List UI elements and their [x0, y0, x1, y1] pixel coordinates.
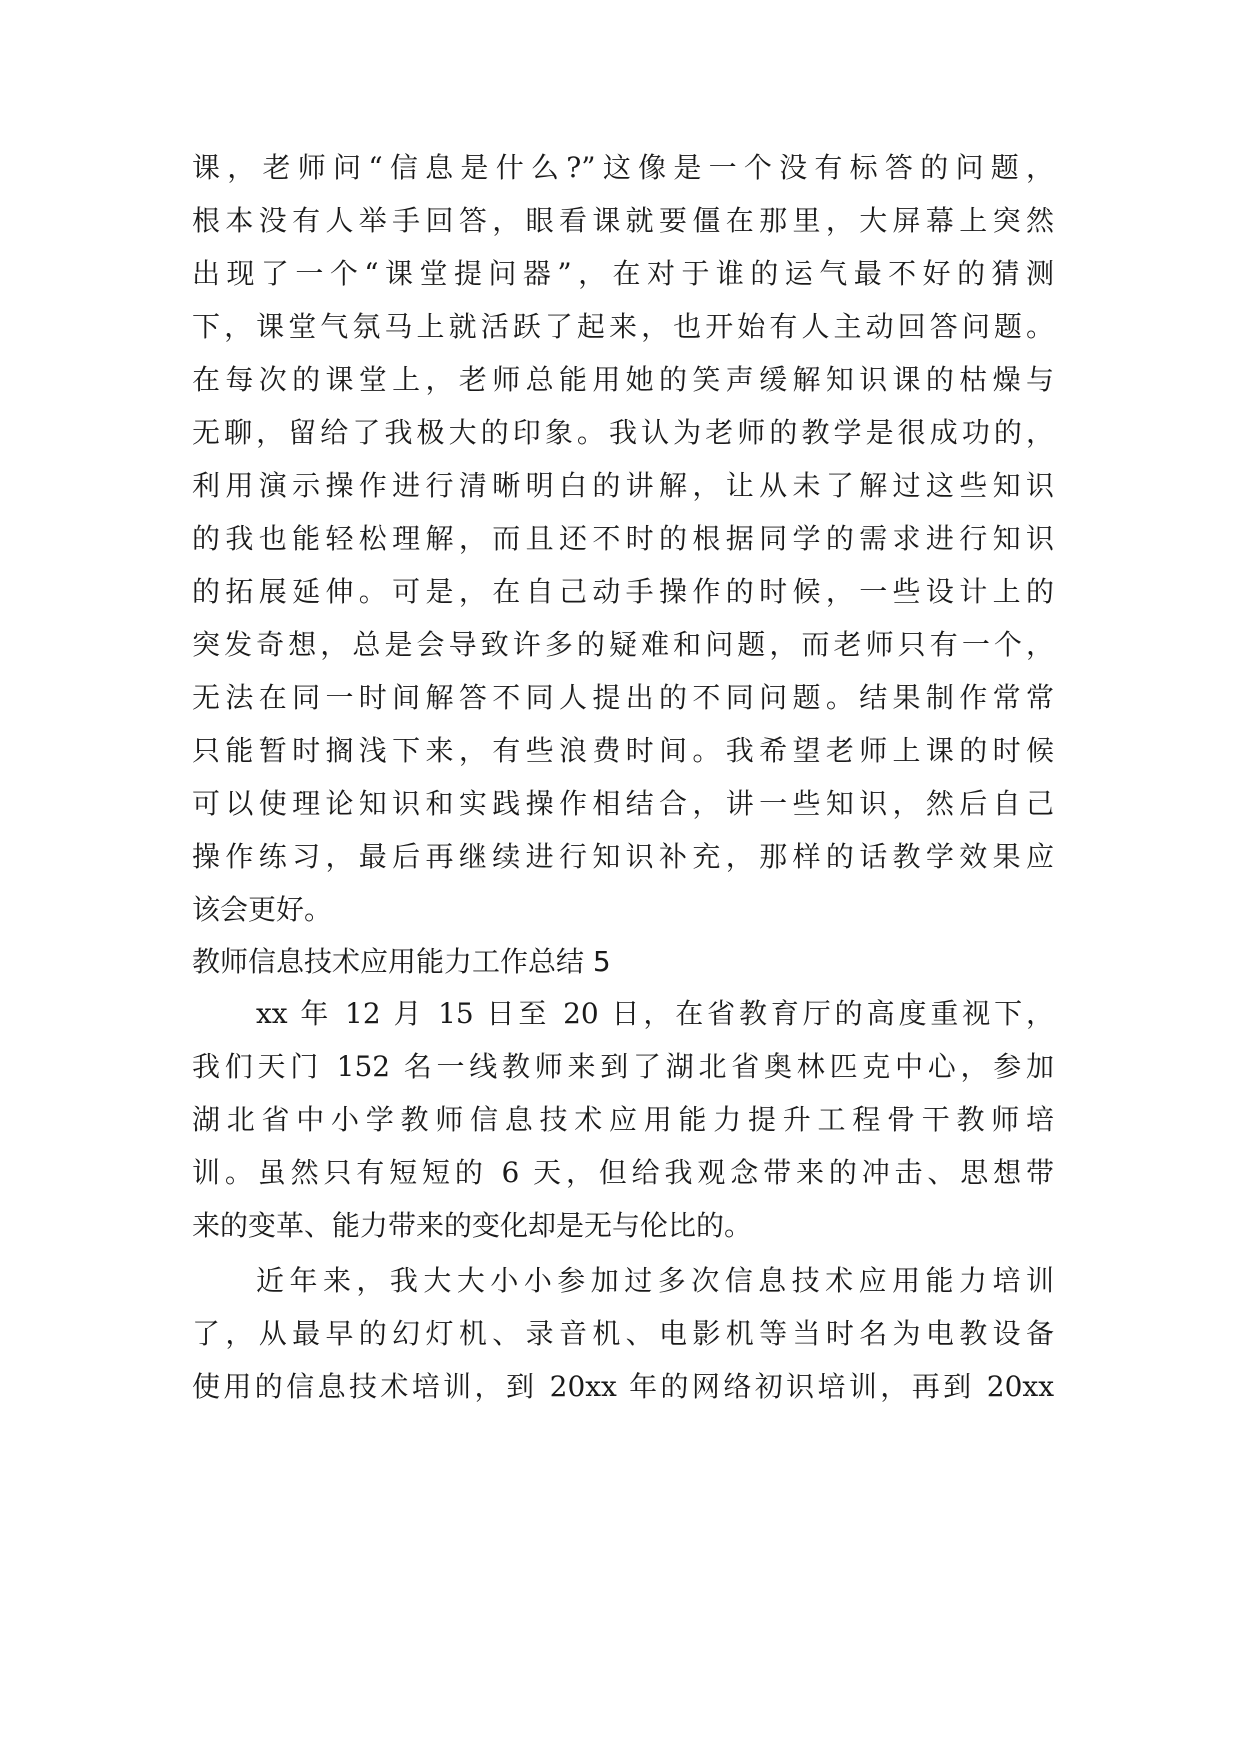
text-line: 湖北省中小学教师信息技术应用能力提升工程骨干教师培 — [192, 1103, 1054, 1136]
text-line: 的我也能轻松理解，而且还不时的根据同学的需求进行知识 — [192, 522, 1054, 555]
text-line: 的拓展延伸。可是，在自己动手操作的时候，一些设计上的 — [192, 575, 1054, 608]
section-heading: 教师信息技术应用能力工作总结 5 — [192, 945, 611, 978]
text-line: 我们天门 152 名一线教师来到了湖北省奥林匹克中心，参加 — [192, 1050, 1054, 1083]
text-line: 近年来，我大大小小参加过多次信息技术应用能力培训 — [256, 1264, 1054, 1297]
text-line: xx 年 12 月 15 日至 20 日，在省教育厅的高度重视下， — [256, 997, 1054, 1030]
text-line: 课，老师问“信息是什么?”这像是一个没有标答的问题， — [192, 151, 1054, 184]
text-line: 下，课堂气氛马上就活跃了起来，也开始有人主动回答问题。 — [192, 310, 1054, 343]
text-line: 使用的信息技术培训，到 20xx 年的网络初识培训，再到 20xx — [192, 1370, 1054, 1403]
text-line: 可以使理论知识和实践操作相结合，讲一些知识，然后自己 — [192, 787, 1054, 820]
text-line: 操作练习，最后再继续进行知识补充，那样的话教学效果应 — [192, 840, 1054, 873]
text-line: 在每次的课堂上，老师总能用她的笑声缓解知识课的枯燥与 — [192, 363, 1054, 396]
text-line: 训。虽然只有短短的 6 天，但给我观念带来的冲击、思想带 — [192, 1156, 1054, 1189]
text-line: 只能暂时搁浅下来，有些浪费时间。我希望老师上课的时候 — [192, 734, 1054, 767]
text-line: 突发奇想，总是会导致许多的疑难和问题，而老师只有一个， — [192, 628, 1054, 661]
text-line: 根本没有人举手回答，眼看课就要僵在那里，大屏幕上突然 — [192, 204, 1054, 237]
text-line: 无法在同一时间解答不同人提出的不同问题。结果制作常常 — [192, 681, 1054, 714]
text-line: 该会更好。 — [192, 893, 333, 926]
text-line: 来的变革、能力带来的变化却是无与伦比的。 — [192, 1209, 753, 1242]
text-line: 了，从最早的幻灯机、录音机、电影机等当时名为电教设备 — [192, 1317, 1054, 1350]
text-line: 无聊，留给了我极大的印象。我认为老师的教学是很成功的， — [192, 416, 1054, 449]
text-line: 利用演示操作进行清晰明白的讲解，让从未了解过这些知识 — [192, 469, 1054, 502]
text-line: 出现了一个“课堂提问器”，在对于谁的运气最不好的猜测 — [192, 257, 1054, 290]
